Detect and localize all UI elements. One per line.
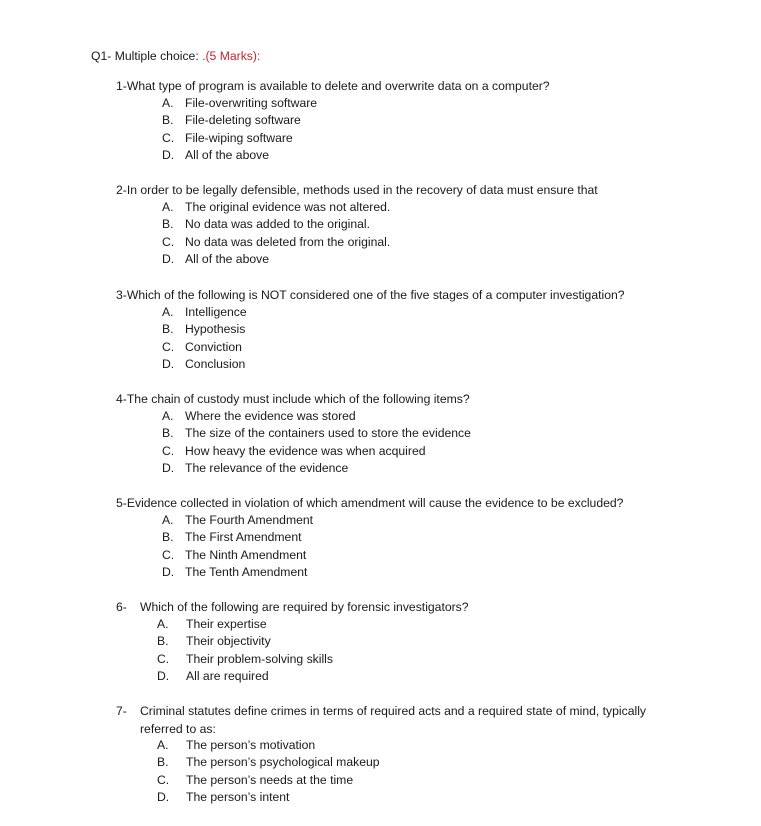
- option-letter: B.: [162, 217, 174, 232]
- option-1b[interactable]: [162, 113, 317, 130]
- option-text: Their expertise: [186, 617, 267, 631]
- question-4: [116, 392, 470, 406]
- option-text: Hypothesis: [185, 322, 246, 337]
- option-letter: D.: [157, 669, 170, 684]
- option-5b[interactable]: [162, 530, 313, 547]
- option-text: The original evidence was not altered.: [185, 200, 391, 214]
- option-letter: D.: [162, 148, 175, 163]
- options-list-3: [162, 305, 247, 375]
- option-4c[interactable]: [162, 444, 471, 461]
- question-text: In order to be legally defensible, methods used in the recovery of data must ensure that: [126, 183, 598, 197]
- question-text: Which of the following are required by forensic investigators?: [140, 600, 469, 614]
- options-list-4: [162, 409, 471, 479]
- option-text: File-wiping software: [185, 130, 293, 145]
- question-text: Which of the following is NOT considered one of the five stages of a computer investigation?: [126, 288, 625, 302]
- option-5d[interactable]: [162, 565, 313, 582]
- question-text: The chain of custody must include which of the following items?: [126, 392, 470, 406]
- option-letter: B.: [157, 755, 169, 770]
- option-letter: B.: [162, 426, 174, 441]
- options-list-6: [157, 617, 333, 687]
- option-letter: A.: [157, 617, 169, 631]
- option-7d[interactable]: [157, 790, 380, 807]
- option-text: Their problem-solving skills: [186, 651, 333, 666]
- option-3d[interactable]: [162, 357, 247, 374]
- question-5: [116, 496, 623, 510]
- option-2b[interactable]: [162, 217, 390, 234]
- option-text: The Fourth Amendment: [185, 513, 314, 527]
- option-text: The Tenth Amendment: [185, 565, 308, 580]
- option-letter: C.: [162, 339, 175, 354]
- option-letter: B.: [162, 530, 174, 545]
- option-text: Conviction: [185, 339, 242, 354]
- option-letter: D.: [162, 565, 175, 580]
- option-letter: C.: [162, 443, 175, 458]
- option-letter: C.: [162, 547, 175, 562]
- options-list-2: [162, 200, 390, 270]
- option-text: The First Amendment: [185, 530, 302, 545]
- question-number: 6-: [116, 600, 127, 614]
- question-6: [116, 600, 469, 614]
- question-text: Criminal statutes define crimes in terms of required acts and a required state of mind, typically: [140, 704, 647, 718]
- options-list-7: [157, 738, 380, 808]
- option-letter: C.: [157, 772, 170, 787]
- option-7a[interactable]: [157, 738, 380, 755]
- option-letter: D.: [162, 252, 175, 267]
- option-letter: A.: [162, 96, 174, 110]
- option-6d[interactable]: [157, 669, 333, 686]
- question-3: [116, 288, 625, 302]
- option-letter: A.: [162, 305, 174, 319]
- option-text: All of the above: [185, 252, 270, 267]
- option-text: No data was added to the original.: [185, 217, 370, 232]
- option-letter: A.: [162, 513, 174, 527]
- options-list-5: [162, 513, 313, 583]
- option-2a[interactable]: [162, 200, 390, 217]
- option-text: File-deleting software: [185, 113, 301, 128]
- option-letter: D.: [162, 461, 175, 476]
- option-letter: D.: [162, 357, 175, 372]
- option-text: All of the above: [185, 148, 270, 163]
- question-number: 2-: [116, 183, 127, 197]
- section-heading: [91, 49, 260, 63]
- question-text-continued: referred to as:: [140, 721, 216, 736]
- option-3a[interactable]: [162, 305, 247, 322]
- option-5c[interactable]: [162, 548, 313, 565]
- question-number: 4-: [116, 392, 127, 406]
- option-3b[interactable]: [162, 322, 247, 339]
- option-letter: C.: [157, 651, 170, 666]
- option-7b[interactable]: [157, 755, 380, 772]
- question-text: Evidence collected in violation of which amendment will cause the evidence to be excluded?: [126, 496, 624, 510]
- option-text: The person’s needs at the time: [186, 772, 354, 787]
- option-letter: B.: [157, 634, 169, 649]
- option-7c[interactable]: [157, 773, 380, 790]
- question-text: What type of program is available to delete and overwrite data on a computer?: [126, 79, 550, 93]
- option-4d[interactable]: [162, 461, 471, 478]
- option-3c[interactable]: [162, 340, 247, 357]
- option-letter: A.: [157, 738, 169, 752]
- option-4a[interactable]: [162, 409, 471, 426]
- option-text: The person’s psychological makeup: [186, 755, 380, 770]
- option-text: The person’s intent: [186, 790, 290, 805]
- option-letter: B.: [162, 113, 174, 128]
- option-text: The person’s motivation: [186, 738, 316, 752]
- option-text: How heavy the evidence was when acquired: [185, 443, 426, 458]
- option-letter: A.: [162, 200, 174, 214]
- option-letter: C.: [162, 130, 175, 145]
- option-6b[interactable]: [157, 634, 333, 651]
- option-6a[interactable]: [157, 617, 333, 634]
- option-letter: D.: [157, 790, 170, 805]
- option-1a[interactable]: [162, 96, 317, 113]
- option-text: No data was deleted from the original.: [185, 234, 391, 249]
- option-text: The relevance of the evidence: [185, 461, 349, 476]
- option-letter: A.: [162, 409, 174, 423]
- option-text: The Ninth Amendment: [185, 547, 307, 562]
- option-text: All are required: [186, 669, 269, 684]
- question-number: 7-: [116, 704, 127, 718]
- option-letter: B.: [162, 322, 174, 337]
- option-5a[interactable]: [162, 513, 313, 530]
- option-4b[interactable]: [162, 426, 471, 443]
- options-list-1: [162, 96, 317, 166]
- option-1d[interactable]: [162, 148, 317, 165]
- option-text: Conclusion: [185, 357, 246, 372]
- option-6c[interactable]: [157, 652, 333, 669]
- question-number: 1-: [116, 79, 127, 93]
- question-1: [116, 79, 550, 93]
- option-letter: C.: [162, 234, 175, 249]
- question-number: 3-: [116, 288, 127, 302]
- option-text: Intelligence: [185, 305, 247, 319]
- question-7: [116, 704, 647, 736]
- option-2c[interactable]: [162, 235, 390, 252]
- option-1c[interactable]: [162, 131, 317, 148]
- option-text: The size of the containers used to store the evidence: [185, 426, 471, 441]
- heading-label: Q1- Multiple choice:: [91, 49, 203, 63]
- marks-label: .(5 Marks):: [202, 49, 261, 63]
- option-text: Where the evidence was stored: [185, 409, 356, 423]
- question-2: [116, 183, 598, 197]
- option-text: Their objectivity: [186, 634, 271, 649]
- option-text: File-overwriting software: [185, 96, 318, 110]
- option-2d[interactable]: [162, 252, 390, 269]
- question-number: 5-: [116, 496, 127, 510]
